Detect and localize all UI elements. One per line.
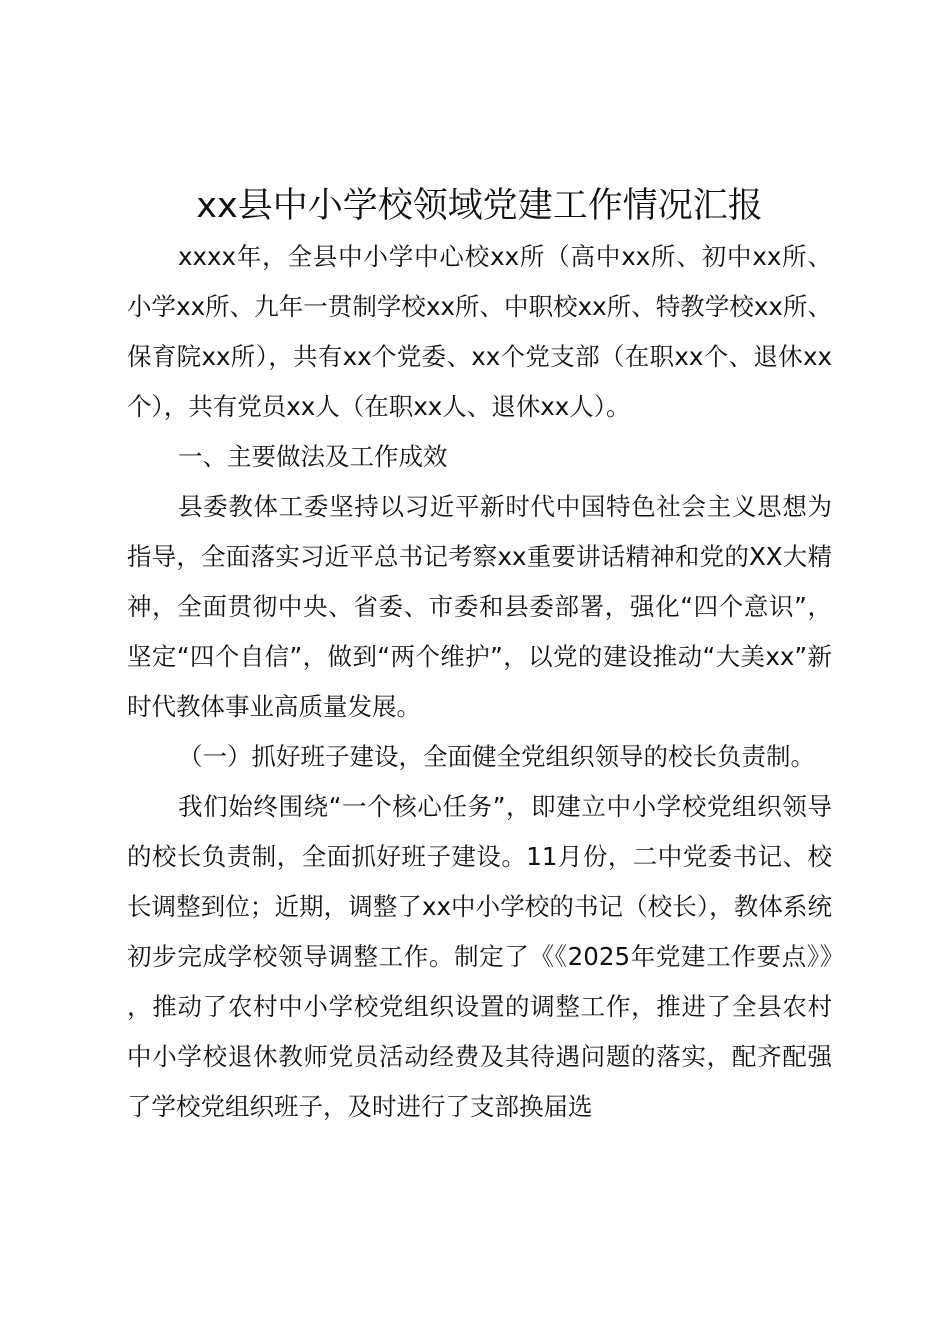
document-title: xx县中小学校领域党建工作情况汇报 (196, 186, 763, 226)
paragraph-guiding-thought: 县委教体工委坚持以习近平新时代中国特色社会主义思想为指导，全面落实习近平总书记考察xx重要讲话精神和党的XX大精神，全面贯彻中央、省委、市委和县委部署，强化“四个意识”，坚定“四个自信”，做到“两个维护”，以党的建设推动“大美xx”新时代教体事业高质量发展。 (127, 492, 832, 721)
paragraph-overview: xxxx年，全县中小学中心校xx所（高中xx所、初中xx所、小学xx所、九年一贯制学校xx所、中职校xx所、特教学校xx所、保育院xx所），共有xx个党委、xx个党支部（在职xx个、退休xx个），共有党员xx人（在职xx人、退休xx人）。 (127, 242, 832, 421)
section-heading-main-practices: 一、主要做法及工作成效 (178, 442, 448, 471)
paragraph-leadership-details: 我们始终围绕“一个核心任务”，即建立中小学校党组织领导的校长负责制，全面抓好班子建设。11月份，二中党委书记、校长调整到位；近期，调整了xx中小学校的书记（校长），教体系统初步完成学校领导调整工作。制定了《《2025年党建工作要点》》，推动了农村中小学校党组织设置的调整工作，推进了全县农村中小学校退休教师党员活动经费及其待遇问题的落实，配齐配强了学校党组织班子，及时进行了支部换届选 (127, 792, 832, 1121)
document-body (127, 180, 832, 1132)
subsection-heading-leadership: （一）抓好班子建设，全面健全党组织领导的校长负责制。 (178, 742, 815, 771)
